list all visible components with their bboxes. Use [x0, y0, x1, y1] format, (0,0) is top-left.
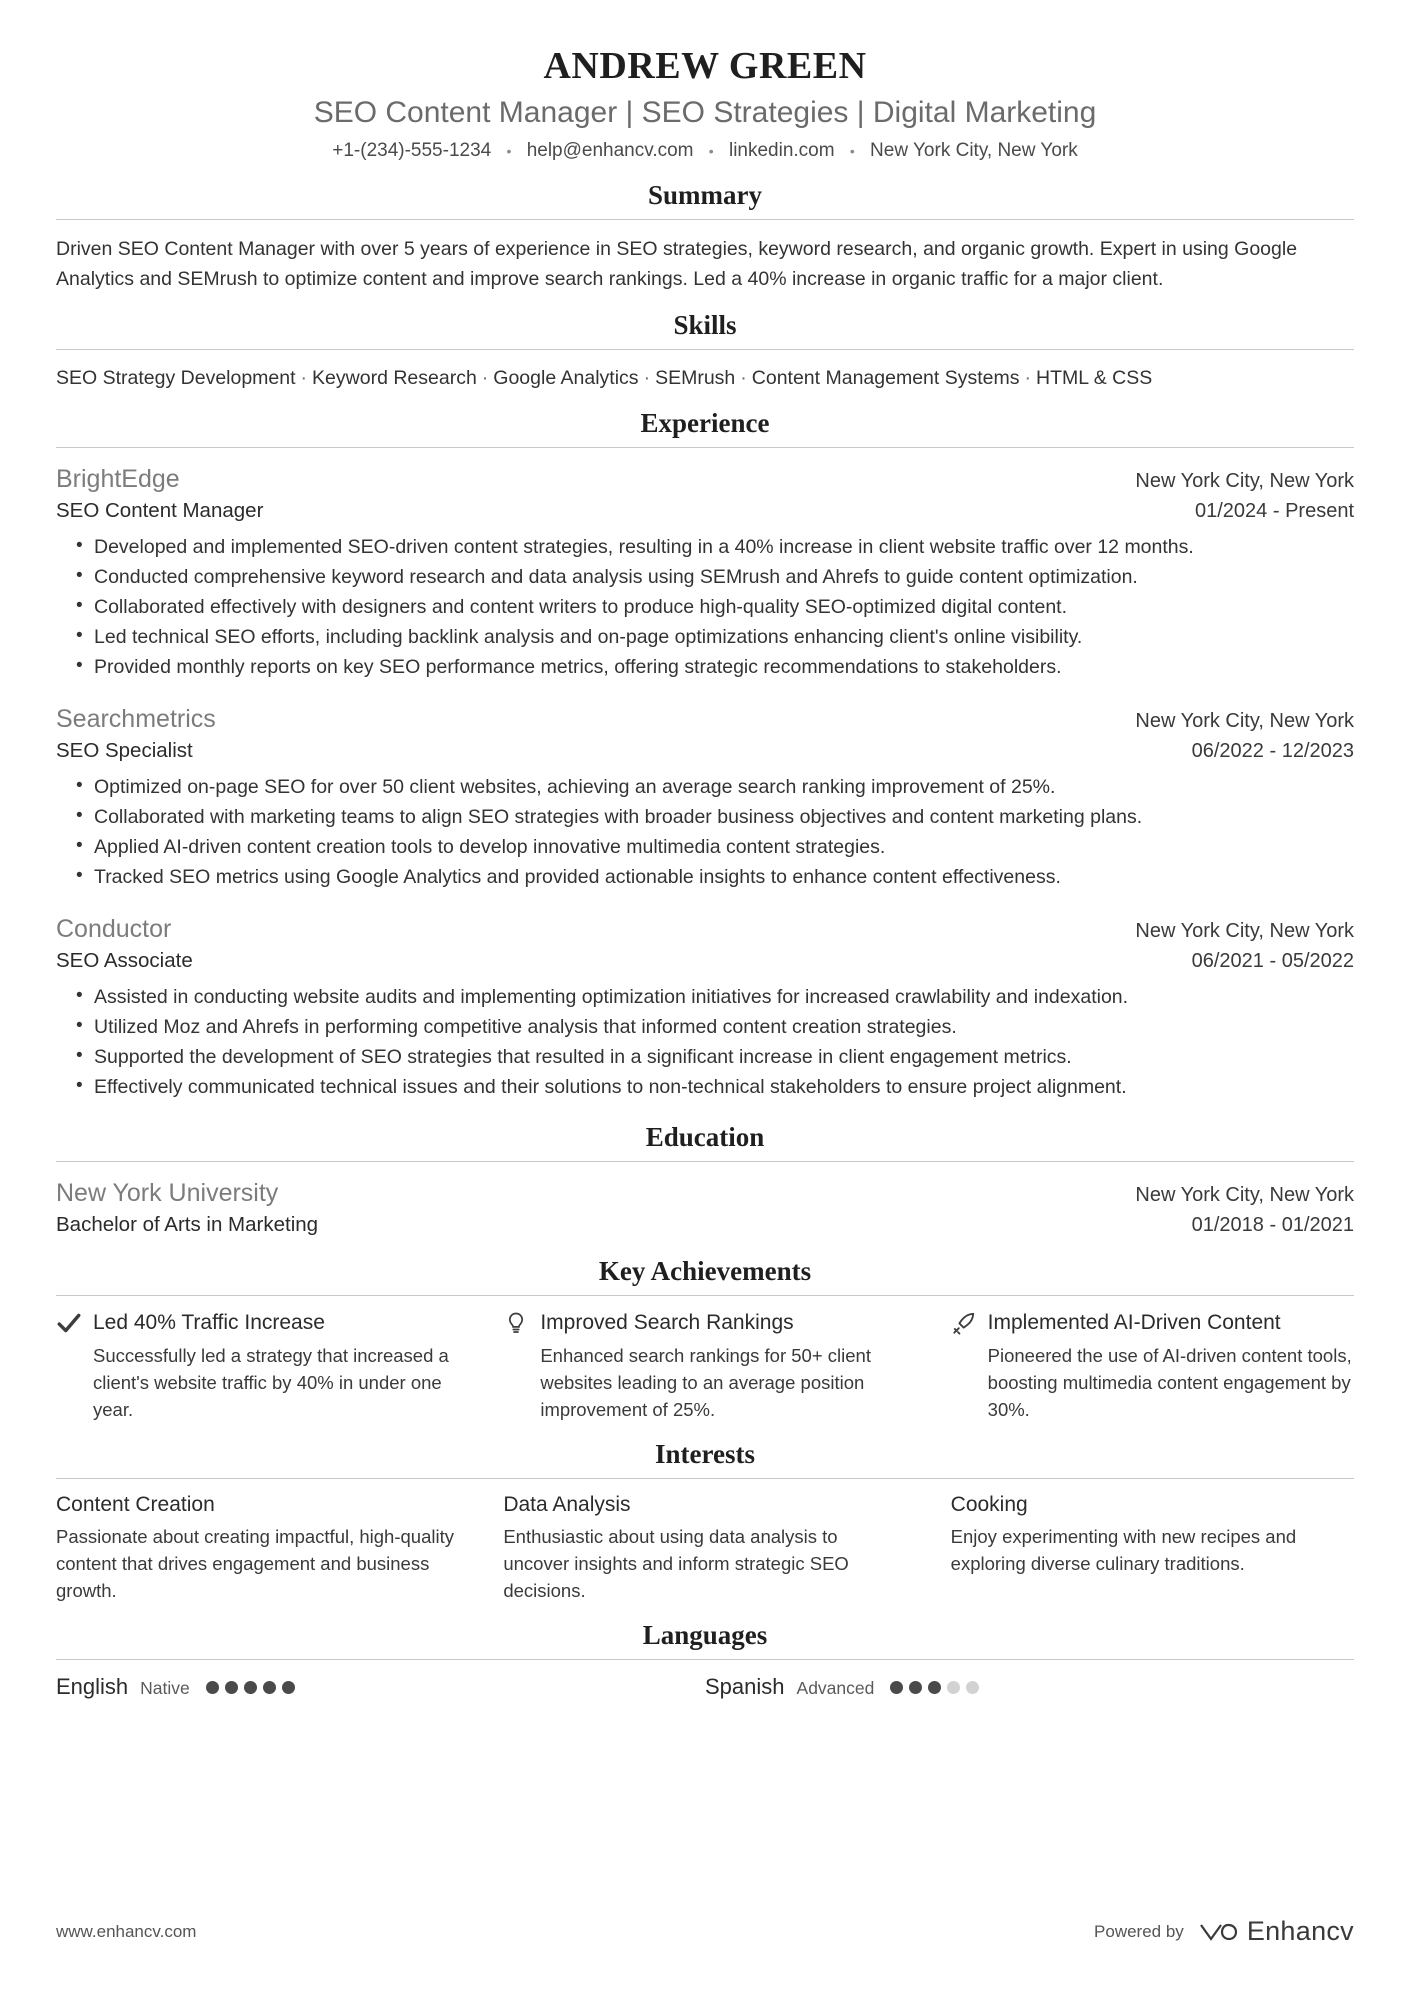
- contact-separator-3: •: [849, 142, 855, 159]
- proficiency-dot: [966, 1681, 979, 1694]
- proficiency-dot: [282, 1681, 295, 1694]
- experience-role-row: [56, 496, 1354, 526]
- contact-separator-1: •: [506, 142, 512, 159]
- experience-entry: [56, 462, 1354, 682]
- language-proficiency-dots: [206, 1681, 295, 1694]
- contact-separator-2: •: [708, 142, 714, 159]
- experience-location: New York City, New York: [1135, 920, 1354, 942]
- candidate-name: ANDREW GREEN: [543, 45, 867, 87]
- achievement-title: Improved Search Rankings: [540, 1311, 794, 1334]
- interest-title: Cooking: [950, 1493, 1028, 1516]
- education-divider: [56, 1161, 1354, 1162]
- achievement-item: [503, 1310, 906, 1423]
- interests-divider: [56, 1478, 1354, 1479]
- achievement-item: [56, 1310, 459, 1423]
- skill-item: Google Analytics: [493, 367, 639, 389]
- language-item: [705, 1674, 1354, 1700]
- education-entry: [56, 1176, 1354, 1240]
- lightbulb-icon: [503, 1310, 529, 1336]
- skill-item: SEMrush: [655, 367, 736, 389]
- achievement-text: Pioneered the use of AI-driven content tools, boosting multimedia content engagement by 30%.: [987, 1345, 1352, 1420]
- language-level: Native: [140, 1678, 190, 1698]
- experience-entry: [56, 702, 1354, 892]
- experience-bullet-list: [56, 532, 1354, 682]
- experience-bullet: • Conducted comprehensive keyword research and data analysis using SEMrush and Ahrefs to guide content optimization.: [82, 562, 1354, 592]
- summary-text: Driven SEO Content Manager with over 5 years of experience in SEO strategies, keyword research, and organic growth. Expert in using Google Analytics and SEMrush to optimize content and improve search rankings. Led a 40% increase in organic traffic for a major client.: [56, 238, 1298, 290]
- skill-separator: ·: [300, 367, 308, 389]
- language-proficiency-dots: [890, 1681, 979, 1694]
- enhancv-mark-icon: [1198, 1919, 1238, 1945]
- experience-role: SEO Associate: [56, 949, 193, 972]
- skill-item: Keyword Research: [312, 367, 477, 389]
- languages-title: Languages: [642, 1620, 768, 1650]
- experience-bullet: • Collaborated with marketing teams to align SEO strategies with broader business objectives and content marketing plans.: [82, 802, 1354, 832]
- experience-bullet: • Optimized on-page SEO for over 50 client websites, achieving an average search ranking improvement of 25%.: [82, 772, 1354, 802]
- education-school: New York University: [56, 1179, 279, 1207]
- summary-divider: [56, 219, 1354, 220]
- skill-separator: ·: [1024, 367, 1031, 389]
- experience-bullet: • Collaborated effectively with designers and content writers to produce high-quality SEO-optimized digital content.: [82, 592, 1354, 622]
- education-degree: Bachelor of Arts in Marketing: [56, 1213, 319, 1236]
- experience-bullet: • Effectively communicated technical issues and their solutions to non-technical stakeholders to ensure project alignment.: [82, 1072, 1354, 1102]
- experience-company-row: [56, 462, 1354, 496]
- skills-title: Skills: [673, 310, 737, 340]
- proficiency-dot: [909, 1681, 922, 1694]
- achievement-text: Enhanced search rankings for 50+ client websites leading to an average position improvement of 25%.: [540, 1345, 871, 1420]
- experience-location: New York City, New York: [1135, 470, 1354, 492]
- achievement-header: [56, 1310, 459, 1336]
- experience-divider: [56, 447, 1354, 448]
- proficiency-dot: [225, 1681, 238, 1694]
- proficiency-dot: [263, 1681, 276, 1694]
- interest-item: [951, 1493, 1354, 1604]
- experience-dates: 06/2021 - 05/2022: [1191, 950, 1354, 972]
- experience-bullet: • Supported the development of SEO strategies that resulted in a significant increase in client engagement metrics.: [82, 1042, 1354, 1072]
- enhancv-wordmark: Enhancv: [1246, 1916, 1354, 1946]
- enhancv-logo: [1198, 1916, 1354, 1947]
- contact-line: [56, 140, 1354, 162]
- achievement-title: Led 40% Traffic Increase: [93, 1311, 325, 1334]
- skill-item: Content Management Systems: [751, 367, 1020, 389]
- footer-branding: [1094, 1916, 1354, 1947]
- languages-row: [56, 1674, 1354, 1700]
- language-item: [56, 1674, 705, 1700]
- experience-bullet: • Developed and implemented SEO-driven content strategies, resulting in a 40% increase in client website traffic over 12 months.: [82, 532, 1354, 562]
- achievement-header: [503, 1310, 906, 1336]
- experience-bullet: • Provided monthly reports on key SEO performance metrics, offering strategic recommendations to stakeholders.: [82, 652, 1354, 682]
- experience-company-row: [56, 702, 1354, 736]
- proficiency-dot: [947, 1681, 960, 1694]
- achievements-divider: [56, 1295, 1354, 1296]
- check-icon: [56, 1310, 82, 1336]
- experience-bullet: • Assisted in conducting website audits and implementing optimization initiatives for increased crawlability and indexation.: [82, 982, 1354, 1012]
- rocket-icon: [951, 1310, 977, 1336]
- skills-list: [56, 364, 1354, 392]
- education-title: Education: [645, 1122, 765, 1152]
- experience-company-row: [56, 912, 1354, 946]
- proficiency-dot: [928, 1681, 941, 1694]
- footer-url[interactable]: www.enhancv.com: [56, 1921, 197, 1941]
- powered-by-label: Powered by: [1094, 1921, 1184, 1941]
- interests-columns: [56, 1493, 1354, 1604]
- education-degree-row: [56, 1210, 1354, 1240]
- interests-title: Interests: [655, 1439, 755, 1469]
- skill-item: HTML & CSS: [1035, 367, 1153, 389]
- skill-separator: ·: [740, 367, 747, 389]
- interest-text: Passionate about creating impactful, high-quality content that drives engagement and business growth.: [56, 1526, 454, 1601]
- experience-title: Experience: [640, 408, 770, 438]
- interests-section: [56, 1439, 1354, 1604]
- experience-role-row: [56, 946, 1354, 976]
- achievements-title: Key Achievements: [598, 1256, 812, 1286]
- summary-section: [56, 180, 1354, 294]
- achievement-item: [951, 1310, 1354, 1423]
- experience-company: Searchmetrics: [56, 705, 216, 733]
- resume-header: [56, 44, 1354, 162]
- proficiency-dot: [890, 1681, 903, 1694]
- experience-company: BrightEdge: [56, 465, 180, 493]
- interest-text: Enjoy experimenting with new recipes and exploring diverse culinary traditions.: [950, 1526, 1297, 1574]
- education-dates: 01/2018 - 01/2021: [1191, 1214, 1354, 1236]
- experience-bullet: • Led technical SEO efforts, including backlink analysis and on-page optimizations enhancing client's online visibility.: [82, 622, 1354, 652]
- languages-divider: [56, 1659, 1354, 1660]
- email-text[interactable]: help@enhancv.com: [526, 140, 694, 161]
- skill-item: SEO Strategy Development: [56, 367, 296, 389]
- linkedin-link[interactable]: linkedin.com: [728, 140, 835, 161]
- experience-entries: [56, 462, 1354, 1102]
- education-school-row: [56, 1176, 1354, 1210]
- proficiency-dot: [206, 1681, 219, 1694]
- experience-dates: 06/2022 - 12/2023: [1191, 740, 1354, 762]
- experience-bullet: • Applied AI-driven content creation tools to develop innovative multimedia content strategies.: [82, 832, 1354, 862]
- page-footer: [56, 1916, 1354, 1947]
- experience-role: SEO Content Manager: [56, 499, 264, 522]
- skills-divider: [56, 349, 1354, 350]
- phone-text: +1-(234)-555-1234: [332, 140, 492, 161]
- skill-separator: ·: [643, 367, 651, 389]
- interest-item: [503, 1493, 906, 1604]
- language-name: Spanish: [705, 1674, 785, 1699]
- languages-section: [56, 1620, 1354, 1700]
- interest-title: Content Creation: [56, 1493, 215, 1516]
- experience-bullet-list: [56, 982, 1354, 1102]
- achievement-header: [951, 1310, 1354, 1336]
- education-location: New York City, New York: [1135, 1184, 1354, 1206]
- skills-section: [56, 310, 1354, 392]
- experience-location: New York City, New York: [1135, 710, 1354, 732]
- summary-title: Summary: [648, 180, 762, 210]
- language-level: Advanced: [796, 1678, 875, 1698]
- skill-separator: ·: [481, 367, 489, 389]
- language-name: English: [56, 1674, 129, 1699]
- interest-text: Enthusiastic about using data analysis to uncover insights and inform strategic SEO decisions.: [503, 1526, 849, 1601]
- experience-role-row: [56, 736, 1354, 766]
- achievements-section: [56, 1256, 1354, 1423]
- interest-title: Data Analysis: [503, 1493, 631, 1516]
- experience-section: [56, 408, 1354, 1102]
- experience-role: SEO Specialist: [56, 739, 193, 762]
- experience-bullet: • Tracked SEO metrics using Google Analytics and provided actionable insights to enhance content effectiveness.: [82, 862, 1354, 892]
- experience-company: Conductor: [56, 915, 172, 943]
- experience-entry: [56, 912, 1354, 1102]
- achievements-columns: [56, 1310, 1354, 1423]
- experience-bullet: • Utilized Moz and Ahrefs in performing competitive analysis that informed content creation strategies.: [82, 1012, 1354, 1042]
- achievement-title: Implemented AI-Driven Content: [987, 1311, 1281, 1334]
- education-section: [56, 1122, 1354, 1240]
- education-entries: [56, 1176, 1354, 1240]
- candidate-headline: SEO Content Manager | SEO Strategies | Digital Marketing: [313, 96, 1097, 129]
- experience-bullet-list: [56, 772, 1354, 892]
- location-text: New York City, New York: [870, 140, 1078, 161]
- achievement-text: Successfully led a strategy that increased a client's website traffic by 40% in under one year.: [93, 1345, 449, 1420]
- experience-dates: 01/2024 - Present: [1195, 500, 1354, 522]
- proficiency-dot: [244, 1681, 257, 1694]
- interest-item: [56, 1493, 459, 1604]
